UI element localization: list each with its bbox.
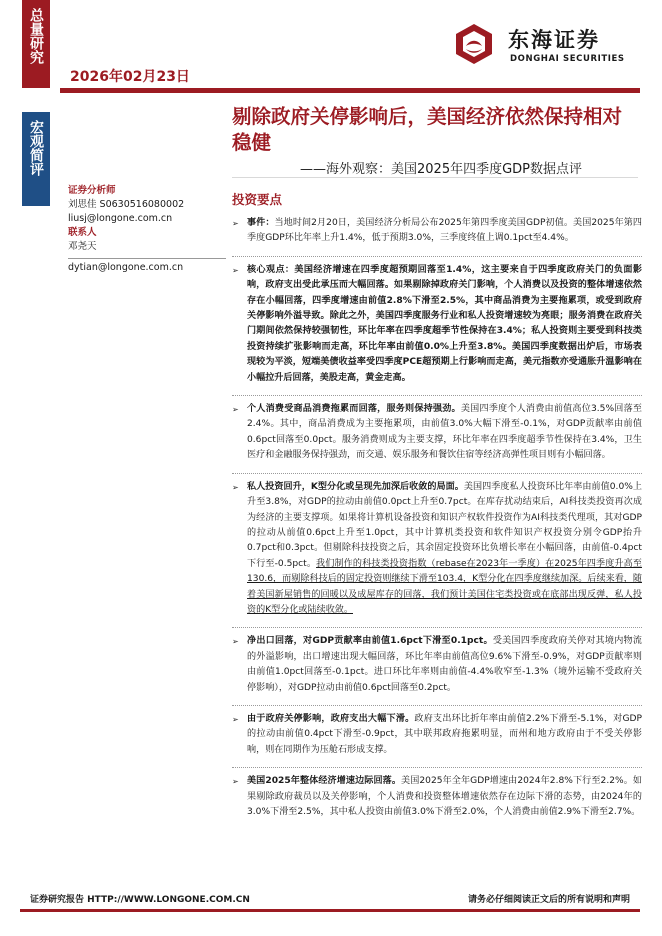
footer-disclaimer: 请务必仔细阅读正文后的所有说明和声明 bbox=[467, 895, 630, 905]
key-point-text: 受美国四季度政府关停对其境内物流的外溢影响，出口增速出现大幅回落，环比年率由前值高位9.6%下滑至-0.9%，对GDP贡献率则由前值1.0pct回落至-0.1pct。进口环比年率则由前值-4.4%收窄至-1.3%（境外运输不受政府关停影响），对GDP拉动由前值0.6pct回落至0.2pct。 bbox=[247, 636, 642, 693]
key-point-item bbox=[232, 263, 642, 396]
company-name-cn: 东海证券 bbox=[508, 28, 600, 52]
contact-name: 邓尧天 bbox=[68, 241, 97, 252]
key-point-text: 我们制作的科技类投资指数（rebase在2023年一季度）在2025年四季度升高至130.6，而剔除科技后的固定投资则继续下滑至103.4，K型分化在四季度继续加深。后续来看，随着美国新屋销售的回暖以及成屋库存的回落，我们预计美国住宅类投资或在底部出现反弹，私人投资的K型分化或陆续收敛。 bbox=[247, 558, 642, 615]
company-logo bbox=[452, 18, 642, 70]
bullet-arrow-icon: ➢ bbox=[232, 777, 239, 787]
key-point-heading: 由于政府关停影响，政府支出大幅下滑。 bbox=[247, 713, 415, 724]
key-point-item bbox=[232, 216, 642, 257]
analyst-cert-number: S0630516080002 bbox=[99, 199, 185, 210]
analyst-email[interactable]: liusj@longone.com.cn bbox=[68, 213, 173, 224]
bullet-arrow-icon: ➢ bbox=[232, 265, 239, 275]
key-point-heading: 私人投资回升，K型分化或呈现先加深后收敛的局面。 bbox=[247, 481, 464, 492]
report-subtitle: ——海外观察：美国2025年四季度GDP数据点评 bbox=[300, 162, 583, 177]
key-point-heading: 美国2025年整体经济增速边际回落。 bbox=[247, 776, 402, 787]
bullet-arrow-icon: ➢ bbox=[232, 219, 239, 228]
key-point-text: 政府支出环比折年率由前值2.2%下滑至-5.1%，对GDP的拉动由前值0.4pct下滑至-0.9pct，其中联邦政府拖累明显，而州和地方政府由于不受关停影响，则在同期作为压舱石形成支撑。 bbox=[247, 713, 642, 755]
key-point-text: 当地时间2月20日，美国经济分析局公布2025年第四季度美国GDP初值。美国2025年第四季度GDP环比年率上升1.4%，低于预期3.0%，三季度终值上调0.1pct至4.4%。 bbox=[247, 218, 642, 244]
report-type-tab bbox=[22, 112, 50, 206]
report-category-label: 总量研究 bbox=[28, 8, 44, 64]
key-point-heading: 个人消费受商品消费拖累而回落，服务则保持强劲。 bbox=[247, 404, 461, 415]
key-point-text: 美国四季度个人消费由前值高位3.5%回落至2.4%。其中，商品消费成为主要拖累项，由前值3.0%大幅下滑至-0.1%，对GDP贡献率由前值0.6pct回落至0.0pct。服务消费则成为主要支撑，环比年率在四季度超季节性保持在3.4%，卫生医疗和金融服务保持强劲，而交通、娱乐服务和餐饮住宿等经济高弹性项目则有小幅回落。 bbox=[247, 404, 642, 461]
analyst-label: 证券分析师 bbox=[68, 185, 116, 196]
key-point-text: 美国四季度私人投资环比年率由前值0.0%上升至3.8%，对GDP的拉动由前值0.0pct上升至0.7pct。在库存扰动结束后，AI科技类投资再次成为经济的主要支撑项。如果将计算机设备投资和知识产权软件投资作为AI科技类代理项，其对GDP的拉动从前值0.6pct上升至1.0pct，其中计算机类投资和软件知识产权投资分别令GDP抬升0.7pct和0.3pct。但剔除科技投资之后，其余固定投资环比负增长率在小幅回落，由前值-0.4pct下行至-0.5pct。 bbox=[247, 481, 642, 569]
key-point-text: 美国2025年全年GDP增速由2024年2.8%下行至2.2%。如果剔除政府裁员以及关停影响，个人消费和投资整体增速依然存在边际下滑的态势，由2024年的3.0%下滑至2.5%，其中私人投资由前值3.0%下滑至2.0%，个人消费由前值2.9%下滑至2.7%。 bbox=[247, 776, 643, 817]
contact-email[interactable]: dytian@longone.com.cn bbox=[68, 262, 184, 273]
section-title: 投资要点 bbox=[232, 192, 283, 207]
report-category-tab bbox=[22, 0, 50, 88]
analyst-name-line bbox=[68, 198, 226, 212]
key-point-heading: 净出口回落，对GDP贡献率由前值1.6pct下滑至0.1pct。 bbox=[247, 636, 493, 647]
key-point-item bbox=[232, 634, 642, 706]
report-type-label: 宏观简评 bbox=[28, 120, 44, 176]
bullet-arrow-icon: ➢ bbox=[232, 405, 239, 415]
key-points-list bbox=[232, 216, 642, 835]
footer-divider bbox=[20, 909, 640, 912]
report-date: 2026年02月23日 bbox=[70, 69, 190, 85]
key-point-item bbox=[232, 774, 642, 829]
key-point-item bbox=[232, 402, 642, 474]
report-title: 剔除政府关停影响后，美国经济依然保持相对稳健 bbox=[232, 105, 623, 154]
bullet-arrow-icon: ➢ bbox=[232, 482, 239, 492]
key-point-heading: 核心观点：美国经济增速在四季度超预期回落至1.4%，这主要来自于四季度政府关门的负面影响，政府支出受此承压而大幅回落。如果剔除掉政府关门影响，个人消费以及投资的整体增速依然存在小幅回落，四季度增速由前值2.8%下滑至2.5%，其中商品消费为主要拖累项，或受到政府关停影响外溢导致。除此之外，美国四季度服务行业和私人投资增速较为亮眼；服务消费在政府关门期间依然保持较强韧性，环比年率在四季度超季节性保持在3.4%；私人投资则主要受到科技类投资持续扩张影响而走高，环比年率由前值0.0%上升至3.8%。美国四季度数据出炉后，市场表现较为平淡，短端美债收益率受四季度PCE超预期上行影响而走高，美元指数亦受通胀升温影响在小幅拉升后回落，美股走高，黄金走高。 bbox=[247, 264, 642, 383]
analyst-name: 刘思佳 bbox=[68, 199, 97, 210]
footer-website[interactable]: 证券研究报告 HTTP://WWW.LONGONE.COM.CN bbox=[30, 895, 250, 905]
company-name-en: DONGHAI SECURITIES bbox=[510, 54, 625, 64]
key-point-heading: 事件： bbox=[247, 218, 275, 228]
key-point-item bbox=[232, 480, 642, 629]
key-point-item bbox=[232, 712, 642, 768]
header-divider bbox=[60, 88, 640, 93]
analyst-info bbox=[68, 184, 226, 275]
contact-label: 联系人 bbox=[68, 227, 97, 238]
analyst-divider bbox=[68, 258, 226, 259]
bullet-arrow-icon: ➢ bbox=[232, 714, 239, 724]
donghai-logo-icon bbox=[452, 22, 496, 66]
title-divider bbox=[232, 177, 638, 178]
bullet-arrow-icon: ➢ bbox=[232, 637, 239, 647]
